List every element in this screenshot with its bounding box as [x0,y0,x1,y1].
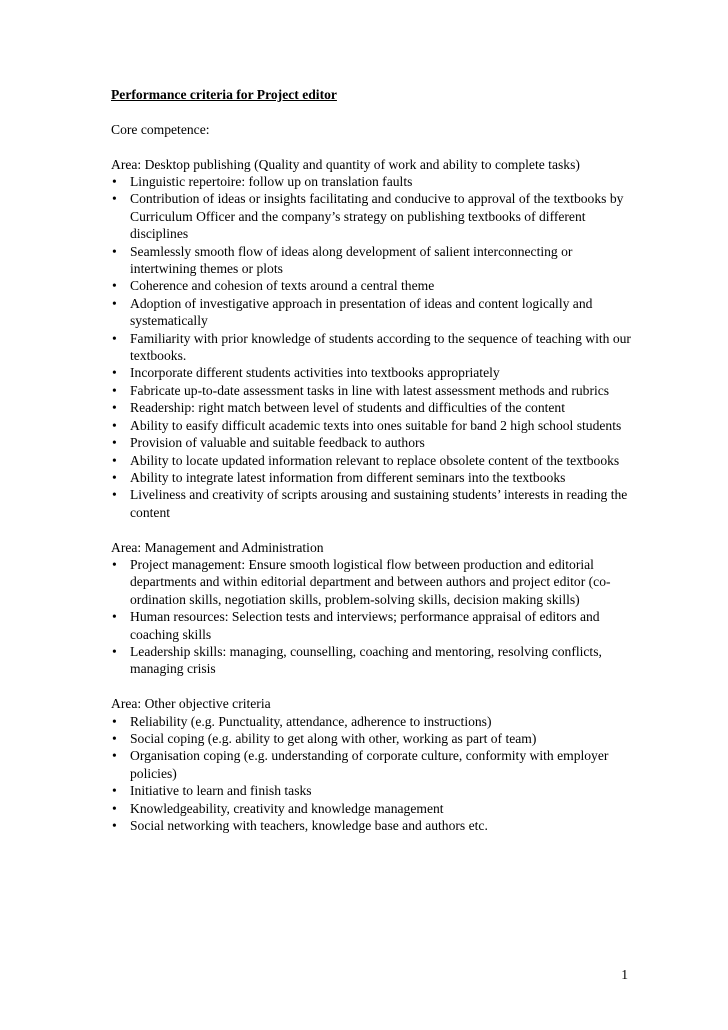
spacer [111,521,631,538]
section-other-objective-criteria [111,695,631,834]
list-item [111,486,631,521]
bullet-icon: • [112,278,117,294]
list-item-text: Adoption of investigative approach in presentation of ideas and content logically and systematically [130,295,593,329]
list-item [111,330,631,365]
list-item-text: Social coping (e.g. ability to get along with other, working as part of team) [130,730,537,746]
list-item-text: Reliability (e.g. Punctuality, attendance, adherence to instructions) [130,713,492,729]
list-item-text: Knowledgeability, creativity and knowledge management [130,800,444,816]
bullet-icon: • [112,818,117,833]
bullet-icon: • [112,295,117,311]
list-item-text: Coherence and cohesion of texts around a central theme [130,278,435,294]
list-item [111,295,631,330]
list-item-text: Familiarity with prior knowledge of students according to the sequence of teaching with our textbooks. [130,330,631,364]
bullet-icon: • [112,365,117,381]
criteria-list [111,713,631,835]
bullet-icon: • [112,783,117,799]
bullet-icon: • [112,800,117,816]
list-item [111,190,631,242]
bullet-icon: • [112,417,117,433]
bullet-icon: • [112,643,117,659]
list-item [111,399,631,416]
list-item-text: Incorporate different students activities into textbooks appropriately [130,365,500,381]
list-item-text: Project management: Ensure smooth logistical flow between production and editorial departments and within editorial department and between authors and project editor (co-ordination skills, negotiation skills, problem-solving skills, decision making skills) [130,556,611,607]
list-item-text: Ability to integrate latest information from different seminars into the textbooks [130,469,566,485]
section-heading: Area: Other objective criteria [111,696,271,712]
list-item-text: Organisation coping (e.g. understanding of corporate culture, conformity with employer policies) [130,748,609,781]
list-item-text: Linguistic repertoire: follow up on translation faults [130,174,413,189]
list-item [111,469,631,486]
spacer [111,678,631,695]
spacer [111,103,631,120]
list-item [111,782,631,799]
section-desktop-publishing [111,156,631,522]
bullet-icon: • [112,330,117,346]
section-heading: Area: Desktop publishing (Quality and quantity of work and ability to complete tasks) [111,156,580,172]
bullet-icon: • [112,243,117,259]
list-item-text: Initiative to learn and finish tasks [130,783,312,799]
section-management-administration [111,539,631,678]
bullet-icon: • [112,435,117,451]
list-item [111,713,631,730]
list-item [111,608,631,643]
list-item-text: Seamlessly smooth flow of ideas along development of salient interconnecting or intertwining themes or plots [130,243,573,277]
core-competence-label: Core competence: [111,121,210,137]
bullet-icon: • [112,609,117,625]
list-item-text: Contribution of ideas or insights facilitating and conducive to approval of the textbooks by Curriculum Officer and the company’s strategy on publishing textbooks of different disciplines [130,191,624,242]
list-item [111,417,631,434]
list-item [111,434,631,451]
list-item [111,817,631,834]
list-item-text: Leadership skills: managing, counselling, coaching and mentoring, resolving conflicts, managing crisis [130,643,602,677]
bullet-icon: • [112,556,117,572]
bullet-icon: • [112,452,117,468]
list-item [111,364,631,381]
bullet-icon: • [112,400,117,416]
bullet-icon: • [112,487,117,503]
document-title: Performance criteria for Project editor [111,87,337,102]
list-item [111,800,631,817]
list-item-text: Provision of valuable and suitable feedback to authors [130,435,425,451]
bullet-icon: • [112,469,117,485]
list-item [111,452,631,469]
list-item-text: Liveliness and creativity of scripts arousing and sustaining students’ interests in reading the content [130,487,628,520]
list-item-text: Ability to easify difficult academic texts into ones suitable for band 2 high school students [130,417,622,433]
list-item-text: Readership: right match between level of students and difficulties of the content [130,400,565,416]
section-heading: Area: Management and Administration [111,539,324,555]
list-item [111,243,631,278]
document-page [111,86,631,834]
criteria-list [111,173,631,521]
bullet-icon: • [112,382,117,398]
bullet-icon: • [112,174,117,189]
list-item [111,556,631,608]
page-number: 1 [621,967,628,982]
spacer [111,138,631,155]
list-item [111,730,631,747]
bullet-icon: • [112,713,117,729]
list-item-text: Social networking with teachers, knowledge base and authors etc. [130,818,488,833]
list-item [111,277,631,294]
list-item-text: Fabricate up-to-date assessment tasks in line with latest assessment methods and rubrics [130,382,610,398]
list-item [111,382,631,399]
list-item-text: Human resources: Selection tests and interviews; performance appraisal of editors and coaching skills [130,609,600,642]
bullet-icon: • [112,730,117,746]
criteria-list [111,556,631,678]
list-item [111,173,631,190]
list-item [111,747,631,782]
bullet-icon: • [112,748,117,764]
list-item-text: Ability to locate updated information relevant to replace obsolete content of the textbooks [130,452,620,468]
bullet-icon: • [112,191,117,207]
list-item [111,643,631,678]
